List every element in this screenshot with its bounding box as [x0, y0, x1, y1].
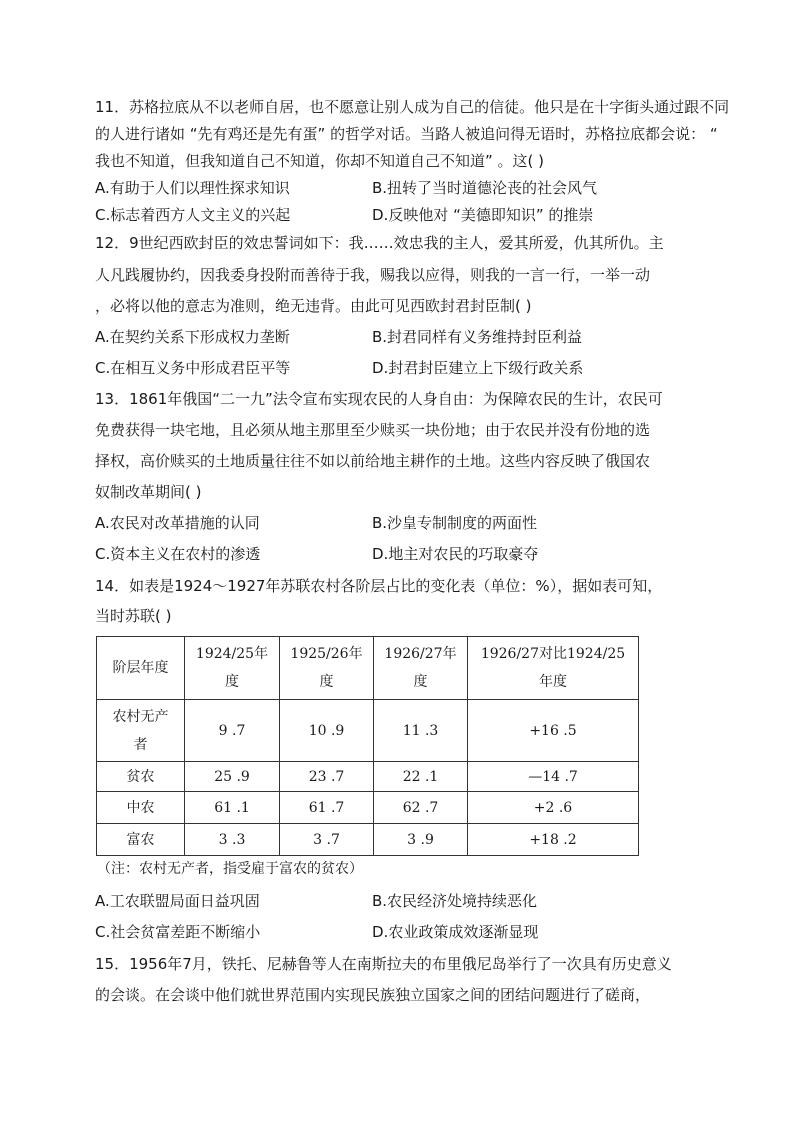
table-cell: 3 .3	[185, 824, 280, 856]
header-text: 1926/27对比1924/25	[480, 646, 626, 662]
question-15-line-1: 15．1956年7月，铁托、尼赫鲁等人在南斯拉夫的布里俄尼岛举行了一次具有历史意义	[95, 955, 672, 973]
table-cell: —14 .7	[468, 762, 639, 792]
table-header-cell	[468, 637, 639, 700]
table-row	[97, 700, 639, 762]
question-14-line-2: 当时苏联( )	[95, 607, 172, 625]
question-11-option-b[interactable]: B.扭转了当时道德沦丧的社会风气	[372, 179, 598, 197]
question-12-option-b[interactable]: B.封君同样有义务维持封臣利益	[372, 328, 583, 346]
question-11-option-c[interactable]: C.标志着西方人文主义的兴起	[95, 206, 291, 224]
header-text: 度	[413, 674, 428, 690]
data-table	[96, 636, 639, 856]
row-label-text: 者	[133, 736, 148, 753]
table-row	[97, 762, 639, 792]
question-13-line-4: 奴制改革期间( )	[95, 483, 202, 501]
question-13-line-2: 免费获得一块宅地，且必须从地主那里至少赎买一块份地；由于农民并没有份地的选	[95, 421, 651, 439]
question-13-option-c[interactable]: C.资本主义在农村的渗透	[95, 545, 261, 563]
table-cell: 62 .7	[374, 792, 468, 824]
question-14-option-a[interactable]: A.工农联盟局面日益巩固	[95, 892, 260, 910]
question-12-option-a[interactable]: A.在契约关系下形成权力垄断	[95, 328, 290, 346]
question-14-option-b[interactable]: B.农民经济处境持续恶化	[372, 892, 538, 910]
question-13-option-a[interactable]: A.农民对改革措施的认同	[95, 514, 260, 532]
header-text: 度	[225, 674, 239, 690]
row-label	[97, 824, 185, 856]
table-cell: 25 .9	[185, 762, 280, 792]
table-cell: 22 .1	[374, 762, 468, 792]
question-13-line-3: 择权，高价赎买的土地质量往往不如以前给地主耕作的土地。这些内容反映了俄国农	[95, 452, 651, 470]
header-text: 年度	[539, 674, 567, 690]
table-cell: 9 .7	[185, 700, 280, 762]
question-13-option-b[interactable]: B.沙皇专制制度的两面性	[372, 514, 538, 532]
header-text: 度	[319, 674, 334, 690]
question-12-line-1: 12．9世纪西欧封臣的效忠誓词如下：我……效忠我的主人，爱其所爱，仇其所仇。主	[95, 234, 664, 252]
table-cell: +16 .5	[468, 700, 639, 762]
question-11-line-1: 11．苏格拉底从不以老师自居，也不愿意让别人成为自己的信徒。他只是在十字街头通过跟不同	[95, 98, 730, 116]
table-cell: 61 .7	[280, 792, 374, 824]
question-11-option-a[interactable]: A.有助于人们以理性探求知识	[95, 179, 290, 197]
table-header-cell	[374, 637, 468, 700]
question-15-line-2: 的会谈。在会谈中他们就世界范围内实现民族独立国家之间的团结问题进行了磋商，	[95, 986, 651, 1004]
question-14-option-d[interactable]: D.农业政策成效逐渐显现	[372, 923, 539, 941]
header-text: 1925/26年	[290, 646, 363, 662]
question-12-option-d[interactable]: D.封君封臣建立上下级行政关系	[372, 359, 584, 377]
question-11-option-d[interactable]: D.反映他对 “美德即知识” 的推崇	[372, 206, 594, 224]
header-text: 阶层年度	[112, 660, 169, 676]
question-11-line-3: 我也不知道，但我知道自己不知道，你却不知道自己不知道” 。这( )	[95, 152, 545, 170]
table-header-row	[97, 637, 639, 700]
row-label	[97, 762, 185, 792]
question-14-line-1: 14．如表是1924～1927年苏联农村各阶层占比的变化表（单位：%），据如表可知，	[95, 577, 663, 595]
row-label	[97, 700, 185, 762]
question-11-line-2: 的人进行诸如 “先有鸡还是先有蛋” 的哲学对话。当路人被追问得无语时，苏格拉底都会说： “	[95, 125, 718, 143]
table-cell: +18 .2	[468, 824, 639, 856]
row-label-text: 中农	[126, 799, 155, 816]
table-cell: 61 .1	[185, 792, 280, 824]
table-cell: 3 .9	[374, 824, 468, 856]
table-cell: +2 .6	[468, 792, 639, 824]
table-header-cell	[280, 637, 374, 700]
table-header-cell	[185, 637, 280, 700]
question-12-option-c[interactable]: C.在相互义务中形成君臣平等	[95, 359, 291, 377]
question-12-line-3: ，必将以他的意志为准则，绝无违背。由此可见西欧封君封臣制( )	[95, 297, 532, 315]
header-text: 1924/25年	[195, 646, 269, 662]
question-14-option-c[interactable]: C.社会贫富差距不断缩小	[95, 923, 261, 941]
table-row	[97, 824, 639, 856]
table-note: （注：农村无产者，指受雇于富农的贫农）	[97, 861, 363, 877]
header-text: 1926/27年	[384, 646, 457, 662]
table-cell: 23 .7	[280, 762, 374, 792]
row-label-text: 富农	[126, 831, 155, 848]
question-12-line-2: 人凡践履协约，因我委身投附而善待于我，赐我以应得，则我的一言一行，一举一动	[95, 266, 651, 284]
table-row	[97, 792, 639, 824]
table-header-cell	[97, 637, 185, 700]
row-label-text: 农村无产	[112, 708, 169, 725]
row-label	[97, 792, 185, 824]
table-cell: 3 .7	[280, 824, 374, 856]
row-label-text: 贫农	[126, 768, 155, 785]
question-13-option-d[interactable]: D.地主对农民的巧取豪夺	[372, 545, 539, 563]
question-13-line-1: 13．1861年俄国“二一九”法令宣布实现农民的人身自由：为保障农民的生计，农民可	[95, 390, 663, 408]
table-cell: 11 .3	[374, 700, 468, 762]
table-cell: 10 .9	[280, 700, 374, 762]
